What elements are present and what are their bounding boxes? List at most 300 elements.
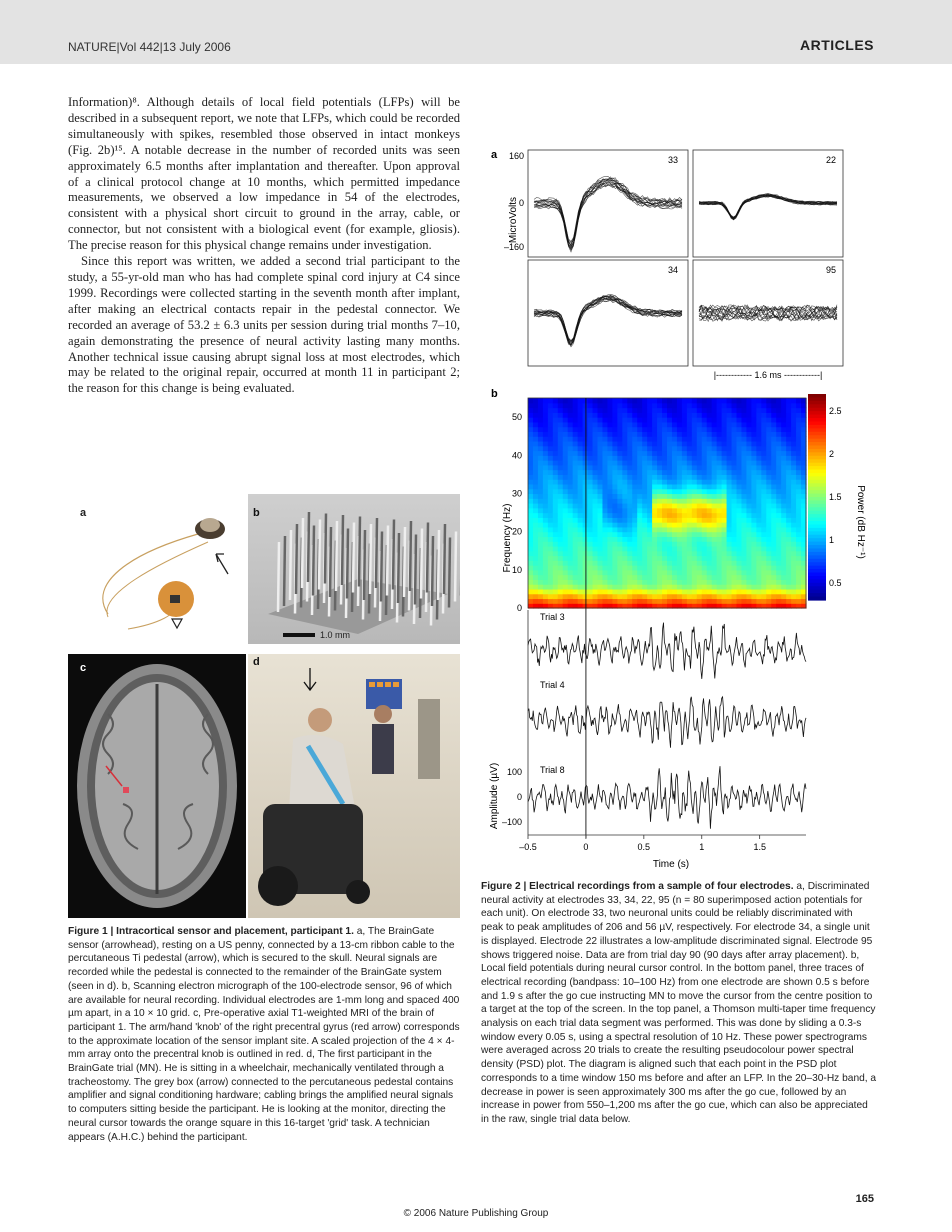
heatmap-cell: [687, 441, 693, 446]
heatmap-cell: [607, 417, 613, 422]
heatmap-cell: [786, 446, 792, 451]
heatmap-cell: [712, 441, 718, 446]
heatmap-cell: [771, 575, 777, 580]
heatmap-cell: [583, 493, 589, 498]
heatmap-cell: [528, 493, 534, 498]
heatmap-cell: [622, 455, 628, 460]
heatmap-cell: [528, 594, 534, 599]
heatmap-cell: [588, 594, 594, 599]
heatmap-cell: [756, 575, 762, 580]
heatmap-cell: [702, 431, 708, 436]
heatmap-cell: [781, 517, 787, 522]
heatmap-cell: [548, 579, 554, 584]
heatmap-cell: [543, 570, 549, 575]
heatmap-cell: [741, 532, 747, 537]
heatmap-cell: [612, 460, 618, 465]
heatmap-cell: [553, 398, 559, 403]
heatmap-cell: [771, 508, 777, 513]
heatmap-cell: [588, 474, 594, 479]
heatmap-cell: [756, 594, 762, 599]
heatmap-cell: [632, 532, 638, 537]
heatmap-cell: [677, 436, 683, 441]
heatmap-cell: [578, 422, 584, 427]
heatmap-cell: [662, 527, 668, 532]
heatmap-cell: [697, 522, 703, 527]
heatmap-cell: [578, 522, 584, 527]
heatmap-cell: [622, 536, 628, 541]
heatmap-cell: [538, 436, 544, 441]
heatmap-cell: [617, 536, 623, 541]
heatmap-cell: [563, 594, 569, 599]
arrowhead-icon: [172, 619, 182, 628]
heatmap-cell: [607, 436, 613, 441]
heatmap-cell: [746, 436, 752, 441]
heatmap-cell: [538, 465, 544, 470]
heatmap-cell: [568, 465, 574, 470]
heatmap-cell: [632, 422, 638, 427]
heatmap-cell: [712, 565, 718, 570]
heatmap-cell: [533, 493, 539, 498]
heatmap-cell: [732, 570, 738, 575]
braingate-sensor-photo: [68, 494, 246, 644]
heatmap-cell: [687, 532, 693, 537]
heatmap-cell: [632, 546, 638, 551]
heatmap-cell: [672, 594, 678, 599]
heatmap-cell: [647, 508, 653, 513]
heatmap-cell: [528, 422, 534, 427]
heatmap-cell: [662, 465, 668, 470]
heatmap-cell: [642, 575, 648, 580]
heatmap-cell: [707, 436, 713, 441]
heatmap-cell: [627, 460, 633, 465]
heatmap-cell: [563, 584, 569, 589]
heatmap-cell: [741, 470, 747, 475]
heatmap-cell: [791, 536, 797, 541]
heatmap-cell: [598, 427, 604, 432]
heatmap-cell: [776, 427, 782, 432]
heatmap-cell: [583, 446, 589, 451]
heatmap-cell: [598, 579, 604, 584]
heatmap-cell: [627, 436, 633, 441]
heatmap-cell: [558, 412, 564, 417]
electrode-shank: [359, 517, 360, 587]
heatmap-cell: [583, 465, 589, 470]
heatmap-cell: [741, 412, 747, 417]
heatmap-cell: [637, 575, 643, 580]
electrode-shank: [432, 536, 433, 606]
heatmap-cell: [563, 498, 569, 503]
heatmap-cell: [588, 589, 594, 594]
heatmap-cell: [568, 522, 574, 527]
heatmap-cell: [717, 565, 723, 570]
heatmap-cell: [667, 412, 673, 417]
heatmap-cell: [548, 427, 554, 432]
heatmap-cell: [647, 436, 653, 441]
heatmap-cell: [553, 598, 559, 603]
heatmap-cell: [756, 479, 762, 484]
heatmap-cell: [766, 455, 772, 460]
heatmap-cell: [647, 565, 653, 570]
heatmap-cell: [717, 551, 723, 556]
heatmap-cell: [687, 427, 693, 432]
heatmap-cell: [786, 560, 792, 565]
heatmap-cell: [543, 408, 549, 413]
heatmap-cell: [707, 446, 713, 451]
heatmap-cell: [771, 474, 777, 479]
heatmap-cell: [786, 412, 792, 417]
heatmap-cell: [543, 508, 549, 513]
heatmap-cell: [632, 513, 638, 518]
heatmap-cell: [647, 498, 653, 503]
heatmap-cell: [702, 508, 708, 513]
heatmap-cell: [687, 503, 693, 508]
heatmap-cell: [781, 398, 787, 403]
heatmap-cell: [727, 403, 733, 408]
heatmap-cell: [647, 465, 653, 470]
heatmap-cell: [662, 594, 668, 599]
heatmap-cell: [672, 503, 678, 508]
ytick-0: 0: [518, 198, 524, 208]
heatmap-cell: [746, 470, 752, 475]
heatmap-cell: [647, 570, 653, 575]
heatmap-cell: [766, 417, 772, 422]
heatmap-cell: [637, 536, 643, 541]
heatmap-cell: [617, 560, 623, 565]
heatmap-cell: [548, 498, 554, 503]
heatmap-cell: [682, 527, 688, 532]
heatmap-cell: [568, 493, 574, 498]
heatmap-cell: [756, 460, 762, 465]
frequency-tick: 0: [516, 603, 522, 613]
heatmap-cell: [558, 451, 564, 456]
heatmap-cell: [781, 508, 787, 513]
heatmap-cell: [667, 474, 673, 479]
heatmap-cell: [538, 398, 544, 403]
heatmap-cell: [727, 584, 733, 589]
paragraph-2: Since this report was written, we added a second trial participant to the study, a 55-yr-old man who has had complete spinal cord injury at C4 since 1999. Recordings were collected starting in the seventh month after implant, after making an electrical contacts repair in the pedestal connector. We recorded an average of 53.2 ± 6.3 units per session during trial months 7–10, again demonstrating the presence of neural activity lasting many months. Another technical issue causing abrupt signal loss at most electrodes, which may be related to the original repair, occurred at month 11 in participant 2; the reason for this change is being evaluated.: [68, 254, 460, 396]
heatmap-cell: [593, 474, 599, 479]
electrode-shank: [404, 527, 405, 597]
colorbar-segment: [808, 590, 826, 594]
heatmap-cell: [622, 417, 628, 422]
heatmap-cell: [563, 503, 569, 508]
heatmap-cell: [528, 474, 534, 479]
heatmap-cell: [568, 536, 574, 541]
heatmap-cell: [642, 470, 648, 475]
heatmap-cell: [776, 503, 782, 508]
heatmap-cell: [652, 446, 658, 451]
heatmap-cell: [727, 436, 733, 441]
fig2-caption-title: Figure 2 | Electrical recordings from a sample of four electrodes.: [481, 881, 794, 892]
heatmap-cell: [573, 422, 579, 427]
heatmap-cell: [746, 403, 752, 408]
heatmap-cell: [588, 493, 594, 498]
heatmap-cell: [598, 451, 604, 456]
heatmap-cell: [627, 565, 633, 570]
heatmap-cell: [766, 470, 772, 475]
heatmap-cell: [588, 431, 594, 436]
heatmap-cell: [637, 455, 643, 460]
heatmap-cell: [682, 551, 688, 556]
mri-brain-scan: [68, 654, 246, 918]
heatmap-cell: [761, 427, 767, 432]
heatmap-cell: [776, 446, 782, 451]
heatmap-cell: [697, 427, 703, 432]
heatmap-cell: [751, 493, 757, 498]
heatmap-cell: [583, 527, 589, 532]
heatmap-cell: [746, 522, 752, 527]
colorbar-segment: [808, 404, 826, 408]
heatmap-cell: [776, 565, 782, 570]
heatmap-cell: [642, 436, 648, 441]
heatmap-cell: [702, 465, 708, 470]
figure-2: [488, 140, 878, 880]
heatmap-cell: [741, 556, 747, 561]
heatmap-cell: [786, 474, 792, 479]
colorbar-segment: [808, 576, 826, 580]
heatmap-cell: [568, 408, 574, 413]
heatmap-cell: [612, 589, 618, 594]
heatmap-cell: [766, 408, 772, 413]
heatmap-cell: [717, 451, 723, 456]
heatmap-cell: [563, 460, 569, 465]
heatmap-cell: [682, 570, 688, 575]
heatmap-cell: [791, 551, 797, 556]
heatmap-cell: [533, 479, 539, 484]
heatmap-cell: [642, 589, 648, 594]
heatmap-cell: [602, 479, 608, 484]
heatmap-cell: [548, 541, 554, 546]
heatmap-cell: [732, 503, 738, 508]
heatmap-cell: [657, 513, 663, 518]
heatmap-cell: [732, 546, 738, 551]
heatmap-cell: [612, 408, 618, 413]
heatmap-cell: [578, 427, 584, 432]
heatmap-cell: [796, 412, 802, 417]
heatmap-cell: [697, 541, 703, 546]
heatmap-cell: [588, 422, 594, 427]
heatmap-cell: [697, 479, 703, 484]
heatmap-cell: [756, 441, 762, 446]
heatmap-cell: [612, 398, 618, 403]
heatmap-cell: [732, 484, 738, 489]
heatmap-cell: [593, 556, 599, 561]
heatmap-cell: [717, 489, 723, 494]
heatmap-cell: [632, 455, 638, 460]
heatmap-cell: [692, 427, 698, 432]
heatmap-cell: [667, 570, 673, 575]
heatmap-cell: [692, 489, 698, 494]
heatmap-cell: [538, 560, 544, 565]
heatmap-cell: [781, 427, 787, 432]
heatmap-cell: [732, 493, 738, 498]
fig1-label-b: b: [253, 507, 260, 519]
heatmap-cell: [662, 441, 668, 446]
heatmap-cell: [573, 436, 579, 441]
heatmap-cell: [712, 451, 718, 456]
heatmap-cell: [627, 503, 633, 508]
heatmap-cell: [796, 517, 802, 522]
journal-issue: NATURE|Vol 442|13 July 2006: [68, 40, 231, 54]
heatmap-cell: [766, 541, 772, 546]
heatmap-cell: [712, 465, 718, 470]
heatmap-cell: [712, 422, 718, 427]
heatmap-cell: [761, 451, 767, 456]
heatmap-cell: [543, 532, 549, 537]
heatmap-cell: [598, 594, 604, 599]
heatmap-cell: [707, 451, 713, 456]
heatmap-cell: [732, 527, 738, 532]
heatmap-cell: [637, 527, 643, 532]
heatmap-cell: [617, 584, 623, 589]
heatmap-cell: [751, 508, 757, 513]
heatmap-cell: [553, 560, 559, 565]
heatmap-cell: [712, 484, 718, 489]
heatmap-cell: [558, 584, 564, 589]
heatmap-cell: [548, 441, 554, 446]
heatmap-cell: [796, 417, 802, 422]
heatmap-cell: [622, 479, 628, 484]
heatmap-cell: [751, 489, 757, 494]
heatmap-cell: [528, 498, 534, 503]
heatmap-cell: [682, 465, 688, 470]
heatmap-cell: [573, 455, 579, 460]
heatmap-cell: [692, 541, 698, 546]
heatmap-cell: [558, 484, 564, 489]
heatmap-cell: [756, 455, 762, 460]
heatmap-cell: [761, 522, 767, 527]
colorbar-tick: 2: [829, 449, 835, 460]
heatmap-cell: [568, 556, 574, 561]
heatmap-cell: [652, 522, 658, 527]
heatmap-cell: [598, 560, 604, 565]
microvolts-label: MicroVolts: [508, 196, 519, 244]
heatmap-cell: [528, 532, 534, 537]
heatmap-cell: [796, 484, 802, 489]
heatmap-cell: [766, 584, 772, 589]
heatmap-cell: [751, 484, 757, 489]
heatmap-cell: [662, 503, 668, 508]
heatmap-cell: [568, 498, 574, 503]
heatmap-cell: [617, 498, 623, 503]
heatmap-cell: [707, 408, 713, 413]
heatmap-cell: [627, 570, 633, 575]
heatmap-cell: [627, 575, 633, 580]
heatmap-cell: [687, 598, 693, 603]
heatmap-cell: [791, 532, 797, 537]
heatmap-cell: [791, 570, 797, 575]
heatmap-cell: [682, 503, 688, 508]
heatmap-cell: [578, 536, 584, 541]
heatmap-cell: [682, 417, 688, 422]
electrode-shank: [284, 536, 285, 606]
heatmap-cell: [543, 584, 549, 589]
heatmap-cell: [607, 579, 613, 584]
heatmap-cell: [781, 584, 787, 589]
heatmap-cell: [776, 536, 782, 541]
heatmap-cell: [652, 489, 658, 494]
heatmap-cell: [682, 584, 688, 589]
heatmap-cell: [667, 479, 673, 484]
heatmap-cell: [722, 584, 728, 589]
heatmap-cell: [722, 398, 728, 403]
heatmap-cell: [588, 479, 594, 484]
heatmap-cell: [538, 594, 544, 599]
heatmap-cell: [791, 546, 797, 551]
heatmap-cell: [553, 517, 559, 522]
heatmap-cell: [791, 517, 797, 522]
heatmap-cell: [737, 422, 743, 427]
heatmap-cell: [697, 455, 703, 460]
heatmap-cell: [637, 503, 643, 508]
heatmap-cell: [632, 565, 638, 570]
heatmap-cell: [657, 565, 663, 570]
heatmap-cell: [781, 408, 787, 413]
heatmap-cell: [607, 508, 613, 513]
heatmap-cell: [612, 503, 618, 508]
heatmap-cell: [578, 541, 584, 546]
heatmap-cell: [662, 589, 668, 594]
heatmap-cell: [692, 465, 698, 470]
heatmap-cell: [717, 455, 723, 460]
heatmap-cell: [553, 431, 559, 436]
heatmap-cell: [553, 436, 559, 441]
heatmap-cell: [672, 427, 678, 432]
heatmap-cell: [707, 556, 713, 561]
heatmap-cell: [737, 431, 743, 436]
heatmap-cell: [602, 412, 608, 417]
heatmap-cell: [687, 398, 693, 403]
heatmap-cell: [553, 541, 559, 546]
heatmap-cell: [786, 408, 792, 413]
heatmap-cell: [737, 532, 743, 537]
colorbar-segment: [808, 421, 826, 425]
heatmap-cell: [593, 436, 599, 441]
heatmap-cell: [682, 575, 688, 580]
heatmap-cell: [607, 493, 613, 498]
heatmap-cell: [717, 546, 723, 551]
heatmap-cell: [687, 517, 693, 522]
heatmap-cell: [756, 417, 762, 422]
heatmap-cell: [602, 493, 608, 498]
heatmap-cell: [776, 417, 782, 422]
heatmap-cell: [751, 584, 757, 589]
electrode-22-label: 22: [825, 155, 836, 165]
heatmap-cell: [642, 546, 648, 551]
heatmap-cell: [598, 522, 604, 527]
heatmap-cell: [707, 441, 713, 446]
heatmap-cell: [791, 446, 797, 451]
heatmap-cell: [761, 465, 767, 470]
heatmap-cell: [786, 527, 792, 532]
heatmap-cell: [568, 431, 574, 436]
heatmap-cell: [786, 575, 792, 580]
heatmap-cell: [682, 455, 688, 460]
heatmap-cell: [692, 532, 698, 537]
heatmap-cell: [538, 470, 544, 475]
heatmap-cell: [732, 536, 738, 541]
heatmap-cell: [563, 470, 569, 475]
heatmap-cell: [533, 460, 539, 465]
heatmap-cell: [548, 479, 554, 484]
heatmap-cell: [593, 541, 599, 546]
heatmap-cell: [652, 498, 658, 503]
heatmap-cell: [657, 431, 663, 436]
heatmap-cell: [662, 508, 668, 513]
heatmap-cell: [732, 498, 738, 503]
heatmap-cell: [717, 484, 723, 489]
heatmap-cell: [687, 536, 693, 541]
